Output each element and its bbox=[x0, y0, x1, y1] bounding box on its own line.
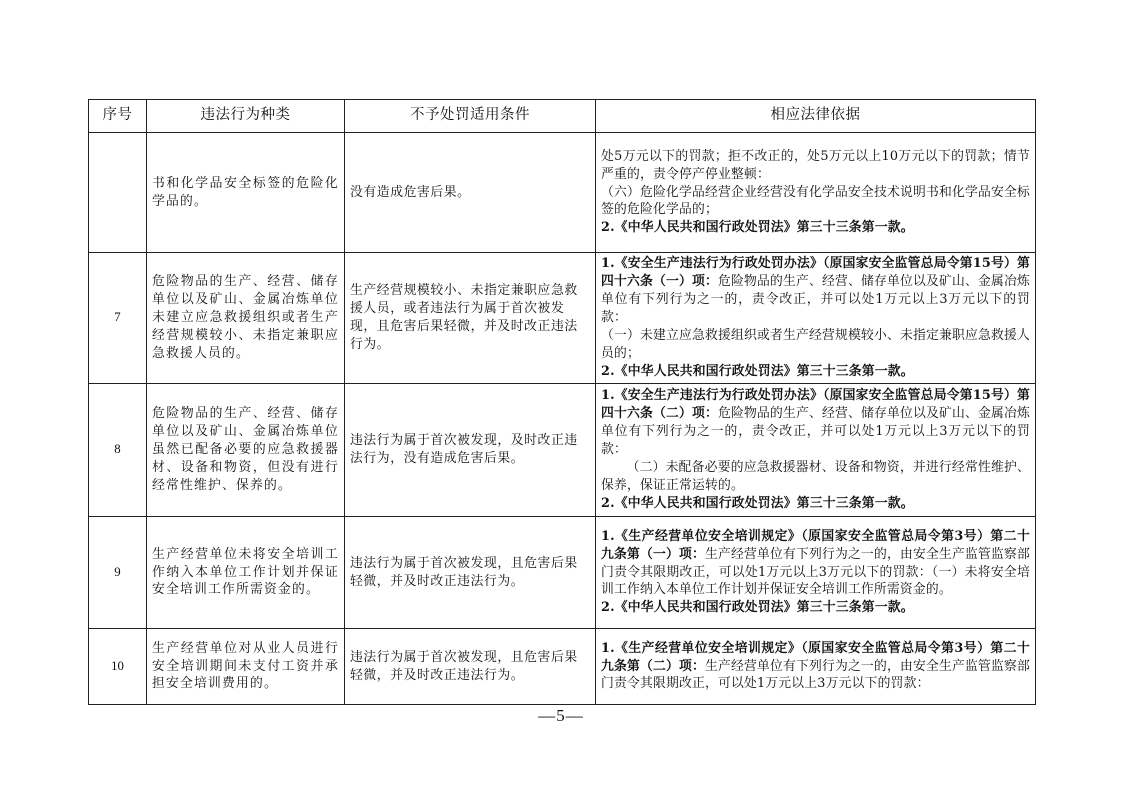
condition-cell: 违法行为属于首次被发现，及时改正违法行为，没有造成危害后果。 bbox=[345, 384, 596, 517]
condition-cell: 违法行为属于首次被发现，且危害后果轻微，并及时改正违法行为。 bbox=[345, 517, 596, 629]
violation-type-cell: 危险物品的生产、经营、储存单位以及矿山、金属冶炼单位虽然已配备必要的应急救援器材、设备和物资，但没有进行经常性维护、保养的。 bbox=[147, 384, 345, 517]
table-header-row bbox=[89, 100, 1036, 133]
basis-citation: 1.《生产经营单位安全培训规定》（原国家安全监管总局令第3号）第二十九条第（二）项： bbox=[601, 640, 1030, 674]
basis-citation: 2.《中华人民共和国行政处罚法》第三十三条第一款。 bbox=[601, 600, 914, 616]
basis-paragraph bbox=[601, 528, 1030, 600]
seq-cell: 7 bbox=[89, 253, 147, 384]
basis-paragraph: （二）未配备必要的应急救援器材、设备和物资，并进行经常性维护、保养，保证正常运转的。 bbox=[601, 459, 1030, 493]
header-legal-basis: 相应法律依据 bbox=[596, 100, 1036, 133]
basis-paragraph bbox=[601, 387, 1030, 459]
penalty-exemption-table bbox=[88, 99, 1036, 705]
basis-citation: 1.《安全生产违法行为行政处罚办法》（原国家安全监管总局令第15号）第四十六条（一）项： bbox=[601, 256, 1030, 290]
condition-cell: 生产经营规模较小、未指定兼职应急救援人员，或者违法行为属于首次被发现，且危害后果轻微，并及时改正违法行为。 bbox=[345, 253, 596, 384]
violation-type-cell: 生产经营单位对从业人员进行安全培训期间未支付工资并承担安全培训费用的。 bbox=[147, 629, 345, 705]
basis-citation: 1.《生产经营单位安全培训规定》（原国家安全监管总局令第3号）第二十九条第（一）项： bbox=[601, 528, 1030, 562]
seq-cell: 10 bbox=[89, 629, 147, 705]
violation-type-cell: 危险物品的生产、经营、储存单位以及矿山、金属冶炼单位未建立应急救援组织或者生产经营规模较小、未指定兼职应急救援人员的。 bbox=[147, 253, 345, 384]
header-violation-type: 违法行为种类 bbox=[147, 100, 345, 133]
table-row bbox=[89, 629, 1036, 705]
basis-text: 危险物品的生产、经营、储存单位以及矿山、金属冶炼单位有下列行为之一的，责令改正，并可以处1万元以上3万元以下的罚款： bbox=[601, 406, 1030, 458]
legal-basis-cell bbox=[596, 629, 1036, 705]
violation-type-cell: 书和化学品安全标签的危险化学品的。 bbox=[147, 133, 345, 253]
basis-citation: 2.《中华人民共和国行政处罚法》第三十三条第一款。 bbox=[601, 495, 914, 511]
page-number: —5— bbox=[538, 706, 584, 725]
basis-paragraph: （六）危险化学品经营企业经营没有化学品安全技术说明书和化学品安全标签的危险化学品的； bbox=[601, 184, 1030, 218]
table-row bbox=[89, 517, 1036, 629]
header-seq: 序号 bbox=[89, 100, 147, 133]
legal-basis-cell bbox=[596, 253, 1036, 384]
header-no-penalty-conditions: 不予处罚适用条件 bbox=[345, 100, 596, 133]
basis-citation: 1.《安全生产违法行为行政处罚办法》（原国家安全监管总局令第15号）第四十六条（二）项： bbox=[601, 388, 1030, 422]
basis-citation: 2.《中华人民共和国行政处罚法》第三十三条第一款。 bbox=[601, 220, 914, 236]
condition-cell: 没有造成危害后果。 bbox=[345, 133, 596, 253]
legal-basis-cell bbox=[596, 133, 1036, 253]
legal-basis-cell bbox=[596, 517, 1036, 629]
condition-cell: 违法行为属于首次被发现，且危害后果轻微，并及时改正违法行为。 bbox=[345, 629, 596, 705]
basis-paragraph bbox=[601, 255, 1030, 327]
legal-basis-cell bbox=[596, 384, 1036, 517]
basis-paragraph bbox=[601, 640, 1030, 694]
basis-paragraph: 处5万元以下的罚款；拒不改正的，处5万元以上10万元以下的罚款；情节严重的，责令停产停业整顿： bbox=[601, 148, 1030, 182]
basis-citation: 2.《中华人民共和国行政处罚法》第三十三条第一款。 bbox=[601, 363, 914, 379]
basis-text: 危险物品的生产、经营、储存单位以及矿山、金属冶炼单位有下列行为之一的，责令改正，并可以处1万元以上3万元以下的罚款： bbox=[601, 274, 1030, 326]
table-row bbox=[89, 384, 1036, 517]
basis-text: 生产经营单位有下列行为之一的，由安全生产监管监察部门责令其限期改正，可以处1万元以上3万元以下的罚款：（一）未将安全培训工作纳入本单位工作计划并保证安全培训工作所需资金的。 bbox=[601, 546, 1030, 598]
seq-cell: 9 bbox=[89, 517, 147, 629]
basis-paragraph: （一）未建立应急救援组织或者生产经营规模较小、未指定兼职应急救援人员的； bbox=[601, 327, 1030, 361]
table-row bbox=[89, 133, 1036, 253]
table-row bbox=[89, 253, 1036, 384]
violation-type-cell: 生产经营单位未将安全培训工作纳入本单位工作计划并保证安全培训工作所需资金的。 bbox=[147, 517, 345, 629]
seq-cell bbox=[89, 133, 147, 253]
basis-text: 生产经营单位有下列行为之一的，由安全生产监管监察部门责令其限期改正，可以处1万元以上3万元以下的罚款： bbox=[601, 658, 1030, 692]
seq-cell: 8 bbox=[89, 384, 147, 517]
